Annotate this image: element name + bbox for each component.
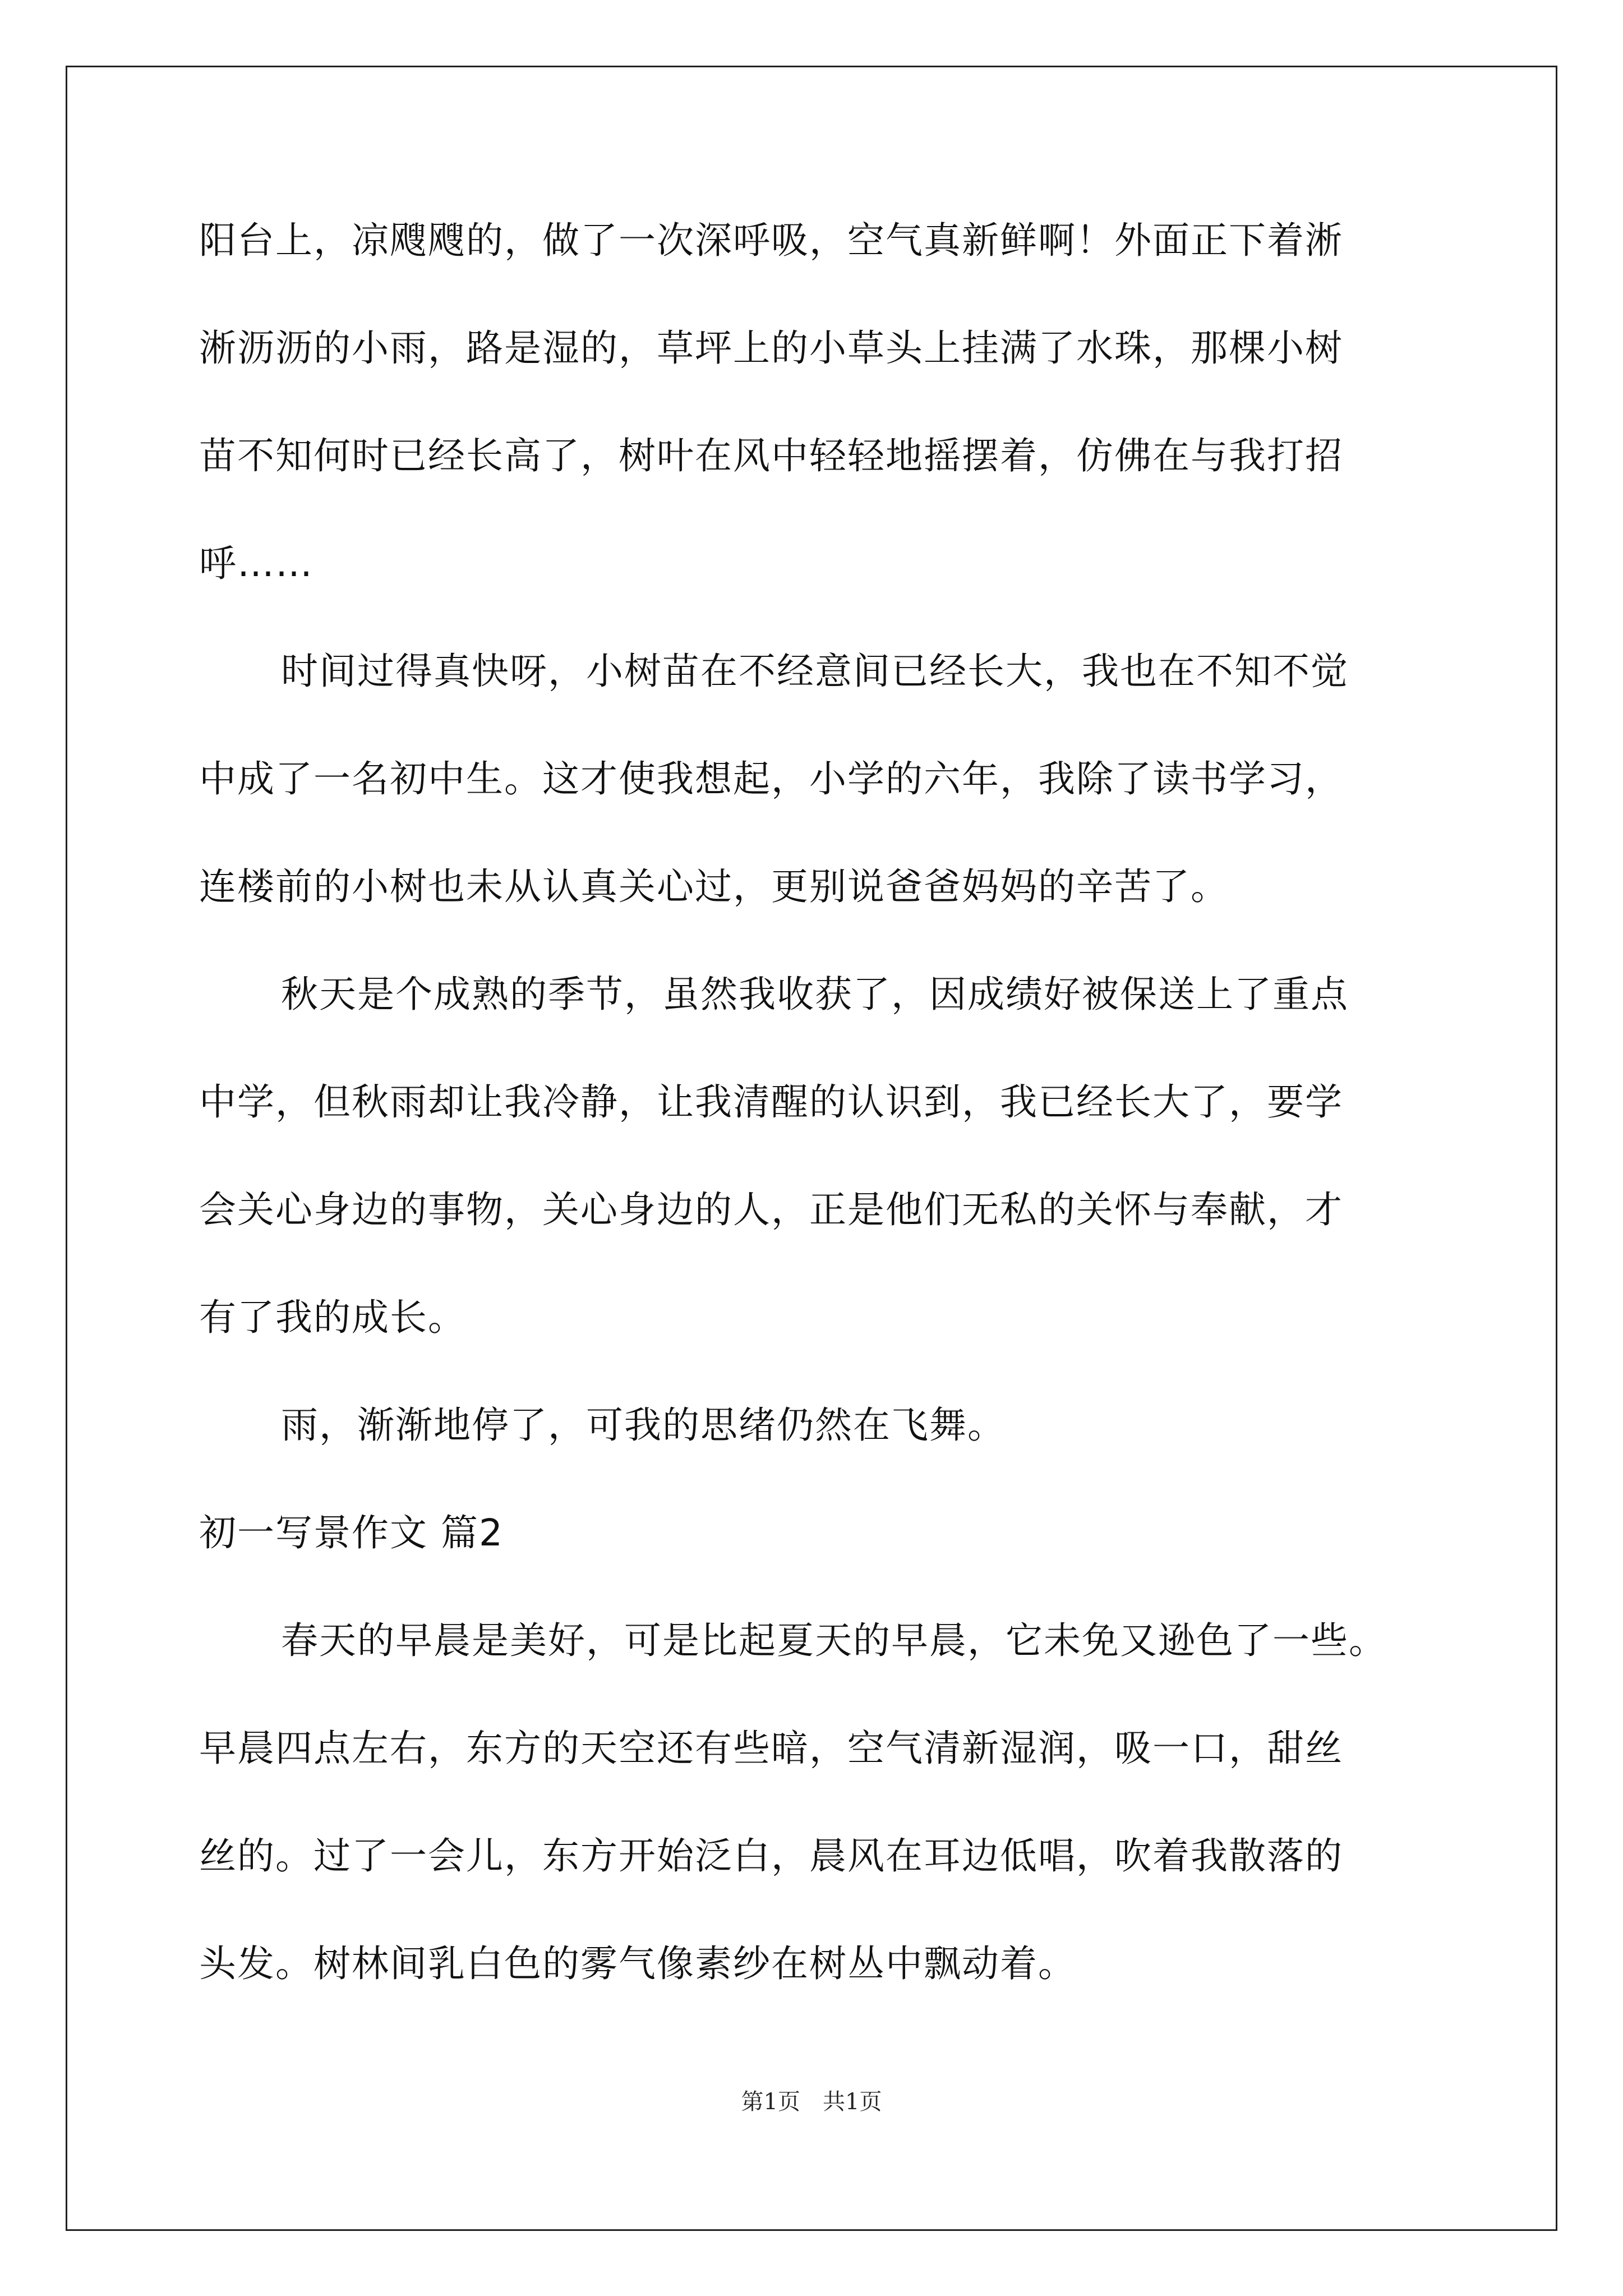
text-line: 连楼前的小树也未从认真关心过，更别说爸爸妈妈的辛苦了。: [199, 865, 1229, 908]
text-line: 丝的。过了一会儿，东方开始泛白，晨风在耳边低唱，吹着我散落的: [199, 1834, 1343, 1878]
text-line: 中学，但秋雨却让我冷静，让我清醒的认识到，我已经长大了，要学: [199, 1080, 1343, 1124]
text-line: 呼……: [199, 542, 313, 585]
text-line: 早晨四点左右，东方的天空还有些暗，空气清新湿润，吸一口，甜丝: [199, 1727, 1343, 1770]
text-line: 会关心身边的事物，关心身边的人，正是他们无私的关怀与奉献，才: [199, 1188, 1343, 1231]
text-line: 春天的早晨是美好，可是比起夏天的早晨，它未免又逊色了一些。: [281, 1619, 1387, 1662]
page-footer: 第1页 共1页: [741, 2089, 882, 2115]
text-line: 时间过得真快呀，小树苗在不经意间已经长大，我也在不知不觉: [281, 650, 1349, 693]
section-heading: 初一写景作文 篇2: [199, 1511, 504, 1554]
text-line: 头发。树林间乳白色的雾气像素纱在树丛中飘动着。: [199, 1942, 1076, 1985]
text-line: 淅沥沥的小雨，路是湿的，草坪上的小草头上挂满了水珠，那棵小树: [199, 326, 1343, 370]
document-body: [199, 219, 1433, 2050]
text-line: 雨，渐渐地停了，可我的思绪仍然在飞舞。: [281, 1404, 1006, 1447]
text-line: 苗不知何时已经长高了，树叶在风中轻轻地摇摆着，仿佛在与我打招: [199, 434, 1343, 477]
text-line: 秋天是个成熟的季节，虽然我收获了，因成绩好被保送上了重点: [281, 973, 1349, 1016]
text-line: 阳台上，凉飕飕的，做了一次深呼吸，空气真新鲜啊！外面正下着淅: [199, 219, 1343, 262]
text-line: 有了我的成长。: [199, 1296, 466, 1339]
text-line: 中成了一名初中生。这才使我想起，小学的六年，我除了读书学习，: [199, 757, 1343, 800]
